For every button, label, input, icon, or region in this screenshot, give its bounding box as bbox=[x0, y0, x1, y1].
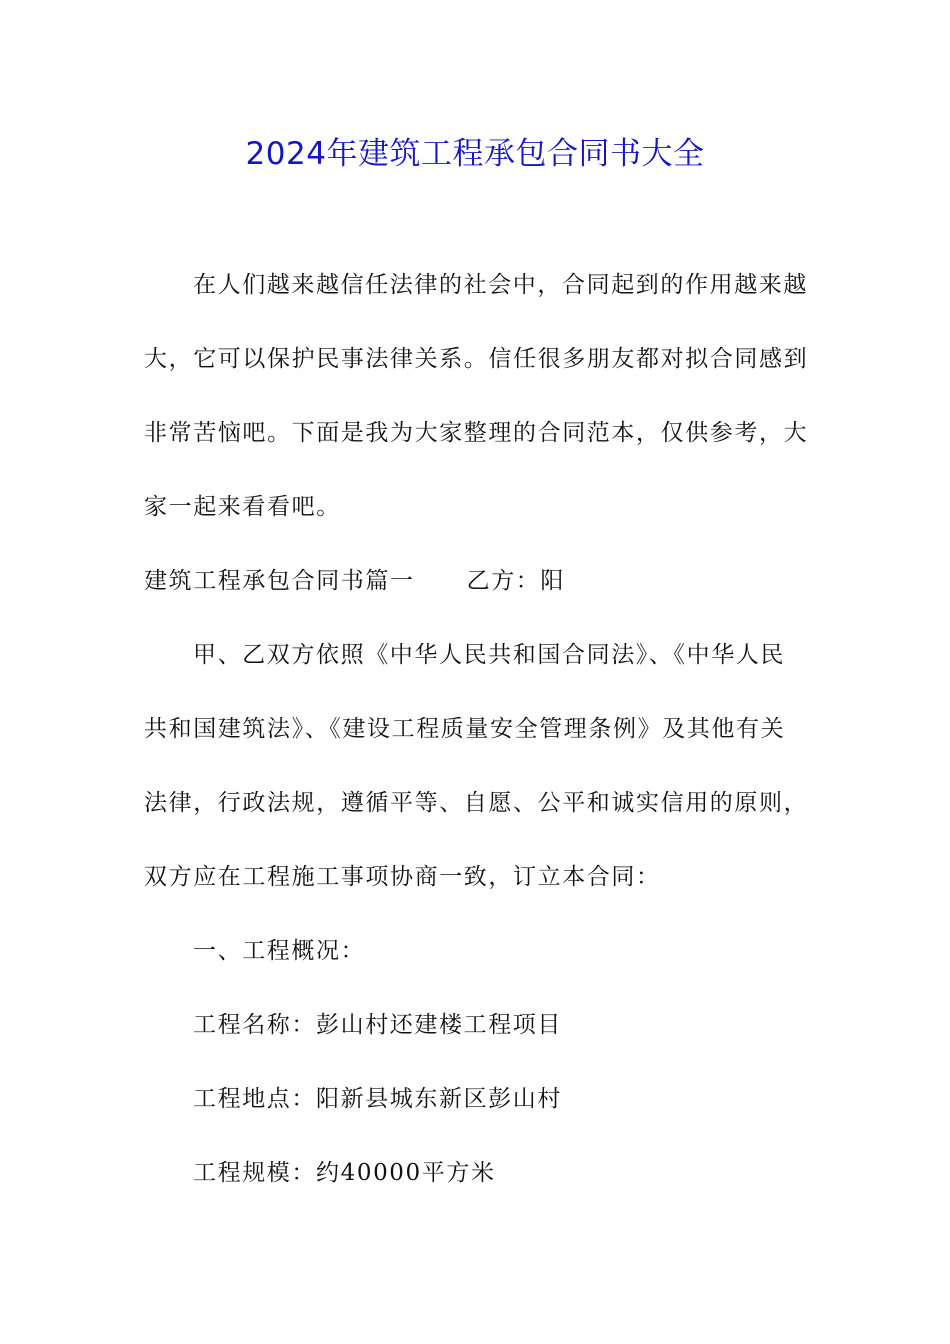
clause-line-4: 双方应在工程施工事项协商一致，订立本合同： bbox=[144, 864, 661, 890]
party-b-label: 乙方：阳 bbox=[466, 568, 566, 594]
clause-line-1: 甲、乙双方依照《中华人民共和国合同法》、《中华人民 bbox=[193, 642, 785, 668]
overview-heading: 一、工程概况： bbox=[193, 938, 366, 964]
document-title: 2024年建筑工程承包合同书大全 bbox=[245, 136, 705, 172]
intro-line-1: 在人们越来越信任法律的社会中，合同起到的作用越来越 bbox=[193, 272, 808, 298]
section-heading-line bbox=[144, 544, 810, 618]
intro-paragraph bbox=[144, 248, 810, 544]
clause-paragraph bbox=[144, 618, 810, 914]
document-body bbox=[144, 248, 810, 1210]
clause-line-2: 共和国建筑法》、《建设工程质量安全管理条例》及其他有关 bbox=[144, 716, 786, 742]
project-location: 工程地点：阳新县城东新区彭山村 bbox=[193, 1086, 562, 1112]
section-heading: 建筑工程承包合同书篇一 bbox=[144, 568, 415, 594]
intro-line-4: 家一起来看看吧。 bbox=[144, 494, 341, 520]
intro-line-2: 大，它可以保护民事法律关系。信任很多朋友都对拟合同感到 bbox=[144, 346, 809, 372]
clause-line-3: 法律，行政法规，遵循平等、自愿、公平和诚实信用的原则， bbox=[144, 790, 809, 816]
intro-line-3: 非常苦恼吧。下面是我为大家整理的合同范本，仅供参考，大 bbox=[144, 420, 809, 446]
project-name: 工程名称：彭山村还建楼工程项目 bbox=[193, 1012, 562, 1038]
project-scale: 工程规模：约40000平方米 bbox=[193, 1160, 496, 1186]
